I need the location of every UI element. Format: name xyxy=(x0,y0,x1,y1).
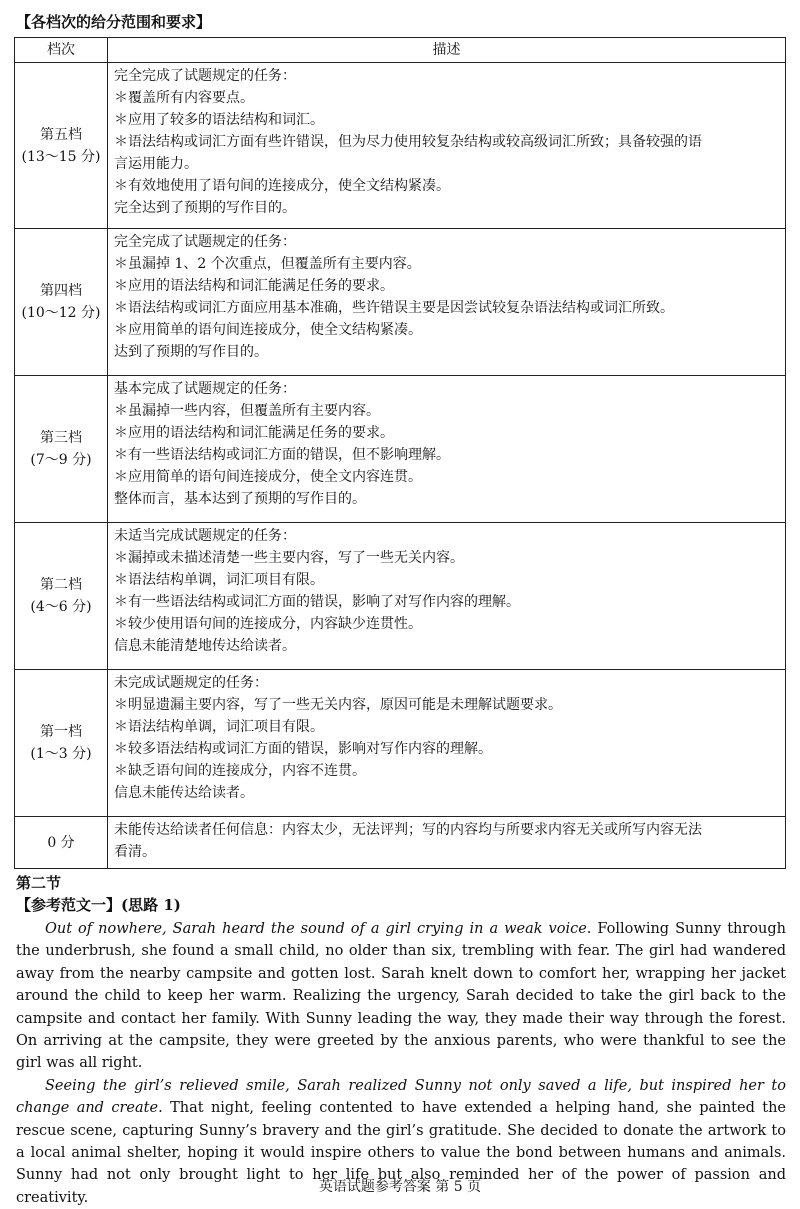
desc-line: ＊有一些语法结构或词汇方面的错误，但不影响理解。 xyxy=(114,447,450,463)
description-cell xyxy=(108,817,786,869)
table-row xyxy=(15,817,786,869)
level-range: (1～3 分) xyxy=(30,746,92,762)
table-row xyxy=(15,523,786,670)
desc-line: ＊有一些语法结构或词汇方面的错误，影响了对写作内容的理解。 xyxy=(114,594,520,610)
level-cell xyxy=(15,376,108,523)
sample-essay-title: 【参考范文一】(思路 1) xyxy=(16,896,181,914)
level-cell xyxy=(15,63,108,229)
desc-line: 信息未能清楚地传达给读者。 xyxy=(114,638,296,654)
level-range: (10～12 分) xyxy=(21,305,101,321)
essay-p2-body: . That night, feeling contented to have extended a helping hand, she painted the rescue scene, capturing Sunny’s bravery and the girl’s gratitude. She decided to donate the artwork to a local animal shelter, hoping it would inspire others to value the bond between humans and animals. Sunny had not only brought light to her life but also reminded her of the power of passion and creativity. xyxy=(16,1100,786,1206)
desc-line: 完全达到了预期的写作目的。 xyxy=(114,200,296,216)
desc-line: ＊应用简单的语句间连接成分，使全文内容连贯。 xyxy=(114,469,422,485)
desc-line: 未完成试题规定的任务： xyxy=(114,675,268,691)
level-name: 第五档 xyxy=(40,126,82,143)
description-cell xyxy=(108,523,786,670)
essay-p1-body: . Following Sunny through the underbrush, she found a small child, no older than six, trembling with fear. The girl had wandered away from the nearby campsite and gotten lost. Sarah knelt down to comfort her, wrapping her jacket around the child to keep her warm. Realizing the urgency, Sarah decided to take the girl back to the campsite and contact her family. With Sunny leading the way, they made their way through the forest. On arriving at the campsite, they were greeted by the anxious parents, who were thankful to see the girl was all right. xyxy=(16,921,786,1072)
essay-paragraph-1 xyxy=(16,918,786,1075)
desc-line: ＊较多语法结构或词汇方面的错误，影响对写作内容的理解。 xyxy=(114,741,492,757)
table-header-row xyxy=(15,38,786,63)
level-cell xyxy=(15,817,108,869)
desc-line: ＊虽漏掉 1、2 个次重点，但覆盖所有主要内容。 xyxy=(114,256,421,272)
desc-line: ＊漏掉或未描述清楚一些主要内容，写了一些无关内容。 xyxy=(114,550,464,566)
desc-line: ＊应用简单的语句间连接成分，使全文结构紧凑。 xyxy=(114,322,422,338)
desc-line: ＊较少使用语句间的连接成分，内容缺少连贯性。 xyxy=(114,616,422,632)
header-description: 描述 xyxy=(108,38,786,63)
desc-line: ＊有效地使用了语句间的连接成分，使全文结构紧凑。 xyxy=(114,178,450,194)
desc-line: 未适当完成试题规定的任务： xyxy=(114,528,296,544)
level-name: 第四档 xyxy=(40,283,82,299)
table-row xyxy=(15,376,786,523)
desc-line: ＊语法结构单调，词汇项目有限。 xyxy=(114,719,324,735)
table-row xyxy=(15,63,786,229)
desc-line: ＊应用的语法结构和词汇能满足任务的要求。 xyxy=(114,425,394,441)
essay-p2-opening: Seeing the girl’s relieved smile, Sarah realized Sunny not only saved a life, but inspired her to change and create xyxy=(16,1077,786,1117)
desc-line: ＊应用的语法结构和词汇能满足任务的要求。 xyxy=(114,278,394,294)
part2-title: 第二节 xyxy=(16,874,62,892)
desc-line: ＊虽漏掉一些内容，但覆盖所有主要内容。 xyxy=(114,403,380,419)
desc-line: ＊覆盖所有内容要点。 xyxy=(114,90,254,106)
section-title: 【各档次的给分范围和要求】 xyxy=(16,13,212,31)
desc-line: 达到了预期的写作目的。 xyxy=(114,344,268,360)
desc-line: ＊语法结构或词汇方面应用基本准确，些许错误主要是因尝试较复杂语法结构或词汇所致。 xyxy=(114,300,674,316)
desc-line: 信息未能传达给读者。 xyxy=(114,785,254,801)
desc-line: 完全完成了试题规定的任务： xyxy=(114,68,296,84)
level-range: (7～9 分) xyxy=(30,452,92,468)
desc-line: ＊语法结构或词汇方面有些许错误，但为尽力使用较复杂结构或较高级词汇所致；具备较强的语 xyxy=(114,134,702,150)
description-cell xyxy=(108,229,786,376)
desc-line: 看清。 xyxy=(114,844,156,860)
description-cell xyxy=(108,63,786,229)
essay-p1-opening: Out of nowhere, Sarah heard the sound of a girl crying in a weak voice xyxy=(45,921,587,937)
desc-line: 整体而言，基本达到了预期的写作目的。 xyxy=(114,491,366,507)
desc-line: 基本完成了试题规定的任务： xyxy=(114,381,296,397)
page-footer: 英语试题参考答案 第 5 页 xyxy=(318,1179,482,1195)
level-name: 第一档 xyxy=(40,724,82,740)
desc-line: 未能传达给读者任何信息：内容太少，无法评判；写的内容均与所要求内容无关或所写内容无法 xyxy=(114,822,702,838)
level-name: 第三档 xyxy=(40,430,82,446)
level-cell xyxy=(15,670,108,817)
level-cell xyxy=(15,229,108,376)
desc-line: ＊明显遗漏主要内容，写了一些无关内容，原因可能是未理解试题要求。 xyxy=(114,697,562,713)
grading-table xyxy=(14,37,786,869)
description-cell xyxy=(108,376,786,523)
table-row xyxy=(15,229,786,376)
table-row xyxy=(15,670,786,817)
level-cell xyxy=(15,523,108,670)
level-range: (13～15 分) xyxy=(21,148,101,165)
sample-essay xyxy=(16,918,786,1209)
description-cell xyxy=(108,670,786,817)
level-range: (4～6 分) xyxy=(30,599,92,615)
desc-line: ＊应用了较多的语法结构和词汇。 xyxy=(114,112,324,128)
desc-line: ＊语法结构单调，词汇项目有限。 xyxy=(114,572,324,588)
level-name: 第二档 xyxy=(40,577,82,593)
desc-line: 完全完成了试题规定的任务： xyxy=(114,234,296,250)
desc-line: 言运用能力。 xyxy=(114,156,198,172)
desc-line: ＊缺乏语句间的连接成分，内容不连贯。 xyxy=(114,763,366,779)
level-name: 0 分 xyxy=(47,834,75,851)
header-level: 档次 xyxy=(15,38,108,63)
